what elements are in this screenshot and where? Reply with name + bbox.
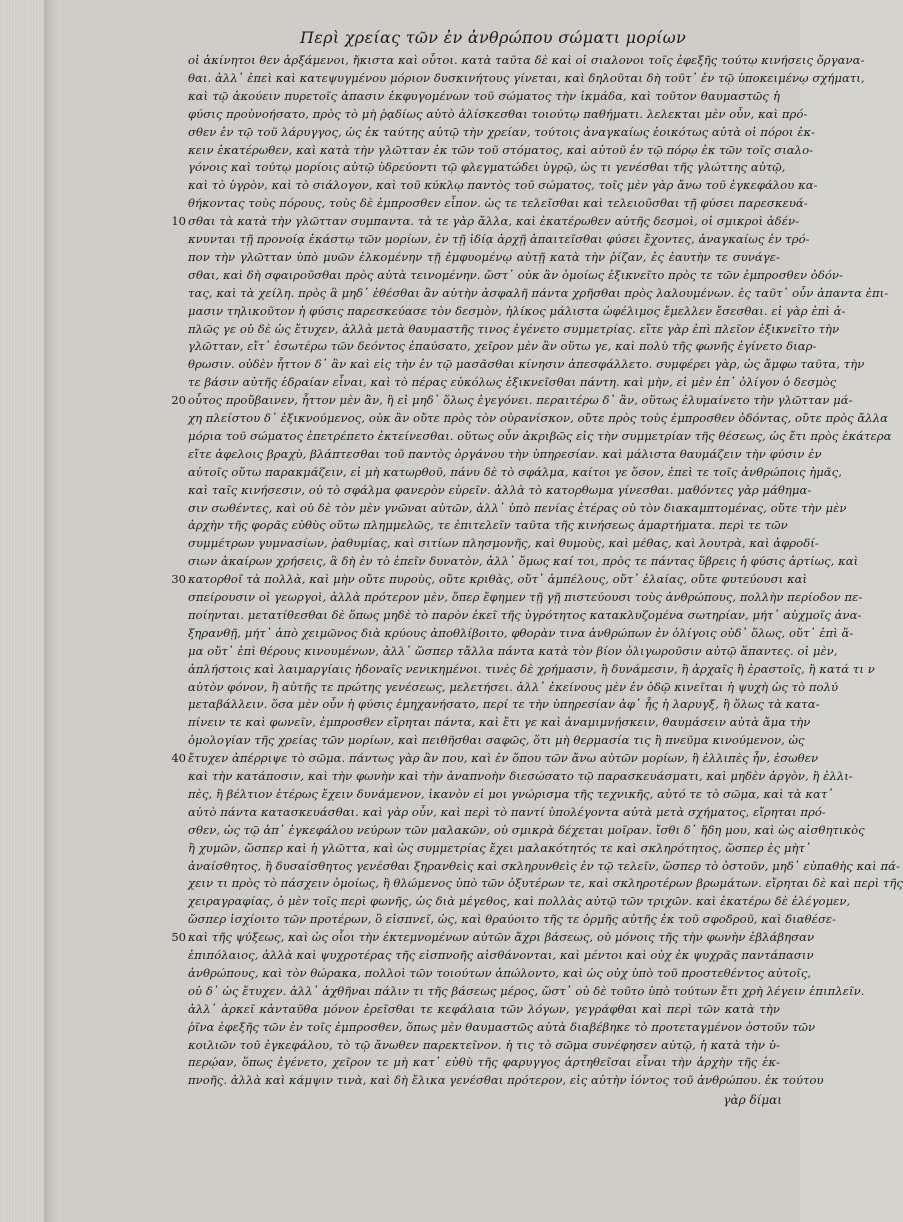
text-line: πίνειν τε καὶ φωνεῖν, ἐμπροσθεν εἴρηται πάντα, καὶ ἔτι γε καὶ ἀναμιμνῄσκειν, θαυμάσειν αὐτὰ ἄμα τὴν: [188, 715, 811, 730]
page-gutter-shadow: [44, 0, 64, 1222]
text-line: ὥσπερ ἰσχίοιτο τῶν προτέρων, ὃ εἰσπνεῖ, ὡς, καὶ θραύοιτο τῆς τε ὁρμῆς αὐτῆς ἐκ τοῦ σφοδροῦ, καὶ διαθέσε-: [188, 912, 837, 927]
text-line: πλῶς γε οὐ δὲ ὡς ἔτυχεν, ἀλλὰ μετὰ θαυμαστῆς τινος ἐγένετο συμμετρίας. εἴτε γὰρ ἐπὶ πλεῖον ἐξικνεῖτο τὴν: [188, 321, 840, 336]
text-line: καὶ τῆς ψύξεως, καὶ ὡς οἷοι τὴν ἐκτεμνομένων αὐτῶν ἄχρι βάσεως, οὐ μόνοις τῆς τὴν φωνὴν ἐβλάβησαν: [188, 930, 815, 945]
text-line: τας, καὶ τὰ χείλη. πρὸς ἃ μηδ᾽ ἐθέσθαι ἂν αὐτὴν ἀσφαλῆ πάντα χρῆσθαι πρὸς λαλουμένων. ἐς ταῦτ᾽ οὖν ἀπαντα ἐπι-: [188, 285, 889, 300]
text-line: περῴαν, ὅπως ἐγένετο, χεῖρον τε μὴ κατ᾽ εὐθὺ τῆς φαρυγγος ἀρτηθεῖσαι εἶναι τὴν ἀρχὴν τῆς ἐκ-: [188, 1055, 780, 1070]
text-line: κατορθοῖ τὰ πολλὰ, καὶ μὴν οὔτε πυροὺς, οὔτε κριθὰς, οὔτ᾽ ἀμπέλους, οὔτ᾽ ἐλαίας, οὔτε φυτεύουσι καὶ: [188, 572, 808, 587]
text-line: οὐ δ᾽ ὡς ἔτυχεν. ἀλλ᾽ ἀχθῆναι πάλιν τι τῆς βάσεως μέρος, ὥστ᾽ οὐ δὲ τοῦτο ὑπὸ τούτων ἔτι χρὴ λέγειν ἐπιπλεῖν.: [188, 983, 865, 998]
line-number: 20: [171, 393, 186, 408]
text-line: ἀνθρώπους, καὶ τὸν θώρακα, πολλοὶ τῶν τοιούτων ἀπώλοντο, καὶ ὡς οὐχ ὑπὸ τοῦ προστεθέντος αὐτοῖς,: [188, 965, 812, 980]
text-line: ἀρχὴν τῆς φορᾶς εὐθὺς οὕτω πλημμελῶς, τε ἐπιτελεῖν ταῦτα τῆς κινήσεως ἀμαρτήματα. περὶ τε τῶν: [188, 518, 788, 533]
text-line: ἢ χυμῶν, ὥσπερ καὶ ἡ γλῶττα, καὶ ὡς συμμετρίας ἔχει μαλακότητός τε καὶ σκληρότητος, ὥσπερ ἐς μὴτ᾽: [188, 840, 811, 855]
text-line: ἀπλήστοις καὶ λαιμαργίαις ἡδοναῖς νενικημένοι. τινὲς δὲ χρήμασιν, ἢ δυνάμεσιν, ἢ ἀρχαῖς ἢ ἐραστοῖς, ἢ κατά τι ν: [188, 661, 875, 676]
catchword: γὰρ δίμαι: [723, 1093, 782, 1107]
text-line: καὶ τῷ ἀκούειν πυρετοῖς ἀπασιν ἐκφυγομένων τοῦ σώματος τὴν ἰκμάδα, καὶ τοῦτον θαυμαστῶς ἡ: [188, 88, 780, 103]
text-line: πον τὴν γλῶτταν ὑπὸ μυῶν ἑλκομένην τῇ ἐμφυομένῳ αὐτῇ κατὰ τὴν ῥίζαν, ἐς ἑαυτὴν τε συνάγε-: [188, 249, 780, 264]
text-line: χειραγραφίας, ὁ μὲν τοῖς περὶ φωνῆς, ὡς διὰ μέγεθος, καὶ πολλὰς αὐτῷ τῶν τριχῶν. καὶ ἐκατέρω δὲ ἐλέγομεν,: [188, 894, 851, 909]
text-line: κνυνται τῇ προνοίᾳ ἐκάστῳ τῶν μορίων, ἐν τῇ ἰδίᾳ ἀρχῇ ἀπαιτεῖσθαι φύσει ἔχοντες, ἀναγκαίως ἐν τρό-: [188, 232, 810, 246]
text-line: σιων ἀκαίρων χρήσεις, ἃ δὴ ἐν τὸ ἐπεῖν δυνατὸν, ἀλλ᾽ ὅμως καί τοι, πρὸς τε πάντας ὕβρεις ἡ φύσις ἀρτίως, καὶ: [188, 554, 859, 569]
text-line: καὶ ταῖς κινήσεσιν, οὐ τὸ σφάλμα φανερὸν εὑρεῖν. ἀλλὰ τὸ κατορθωμα γίνεσθαι. μαθόντες γὰρ μάθημα-: [188, 482, 812, 497]
text-line: κοιλιῶν τοῦ ἐγκεφάλου, τὸ τῷ ἄνωθεν παρεκτεῖνον. ἡ τις τὸ σῶμα συνέφησεν αὐτῷ, ἡ κατὰ τὴν ὑ-: [188, 1037, 780, 1052]
text-line: μα οὔτ᾽ ἐπὶ θέρους κινουμένων, ἀλλ᾽ ὥσπερ τἄλλα πάντα κατὰ τὸν βίον ὀλιγωροῦσιν αὐτῷ ἅπαντες. οἱ μὲν,: [188, 643, 838, 658]
text-line: ὁμολογίαν τῆς χρείας τῶν μορίων, καὶ πειθῆσθαι σαφῶς, ὅτι μὴ θερμασία τις ἢ πνεῦμα κινούμενον, ὡς: [188, 733, 805, 748]
text-line: μεταβάλλειν. ὅσα μὲν οὖν ἡ φύσις ἐμηχανήσατο, περί τε τὴν ὑπηρεσίαν ἀφ᾽ ἧς ἡ λαρυγξ, ἢ ὅλως τὰ κατα-: [188, 697, 820, 712]
line-number: 50: [171, 930, 186, 945]
text-line: πὲς, ἢ βέλτιον ἑτέρως ἔχειν δυνάμενον, ἱκανὸν εἰ μοι γνώρισμα τῆς τεχνικῆς, αὐτό τε τὸ σῶμα, καὶ τὰ κατ᾽: [188, 786, 834, 801]
text-line: κειν ἐκατέρωθεν, καὶ κατὰ τὴν γλῶτταν ἐκ τῶν τοῦ στόματος, καὶ αὐτοῦ ἐν τῷ πόρῳ ἐκ τῶν τοῖς σιαλο-: [188, 142, 814, 157]
text-line: καὶ τὴν κατάποσιν, καὶ τὴν φωνὴν καὶ τὴν ἀναπνοὴν διεσώσατο τῷ παρασκευάσματι, καὶ μηδὲν ἀργὸν, ἢ ἐλλι-: [188, 769, 853, 783]
line-number: 10: [171, 214, 186, 229]
text-line: σθαι, καὶ δὴ σφαιροῦσθαι πρὸς αὐτὰ τεινομένην. ὥστ᾽ οὐκ ἂν ὁμοίως ἐξικνεῖτο πρὸς τε τῶν ἐμπροσθεν ὀδόν-: [188, 267, 843, 282]
text-line: γόνοις καὶ τούτῳ μορίοις αὐτῷ ὑδρεύοντι τῷ φλεγματώδει ὑγρῷ, ὡς τι γενέσθαι τῆς γλώττης αὐτῷ,: [188, 160, 786, 175]
text-line: χη πλείστου δ᾽ ἐξικνούμενος, οὐκ ἂν οὔτε πρὸς τὸν οὐρανίσκον, οὔτε πρὸς τοὺς ἐμπροσθεν ὀδόντας, οὔτε πρὸς ἄλλα: [188, 411, 888, 425]
text-line: ἀναίσθητος, ἢ δυσαίσθητος γενέσθαι ξηρανθεὶς καὶ σκληρυνθεὶς ἐν τῷ τελεῖν, ὥσπερ τὸ ὀστοῦν, μηδ᾽ εὐπαθὴς καὶ πά-: [188, 858, 900, 873]
text-line: μόρια τοῦ σώματος ἐπετρέπετο ἐκτείνεσθαι. οὕτως οὖν ἀκριβῶς εἰς τὴν συμμετρίαν τῆς θέσεως, ὡς ἔτι πρὸς ἑκάτερα: [188, 428, 892, 443]
text-line: θρωσιν. οὐδὲν ἧττον δ᾽ ἂν καὶ εἰς τὴν ἐν τῷ μασᾶσθαι κίνησιν ἀπεσφάλλετο. συμφέρει γὰρ, ὡς ἄμφω ταῦτα, τὴν: [188, 357, 865, 372]
text-line: σθεν, ὡς τῷ ἀπ᾽ ἐγκεφάλου νεύρων τῶν μαλακῶν, οὐ σμικρὰ δέχεται μοῖραν. ἴσθι δ᾽ ἤδη μου, καὶ ὡς αἰσθητικὸς: [188, 822, 865, 837]
text-line: πνοῆς. ἀλλὰ καὶ κάμψιν τινὰ, καὶ δὴ ἔλικα γενέσθαι πρότερον, εἰς αὐτὴν ἰόντος τοῦ ἀνθρώπου. ἐκ τούτου: [188, 1073, 824, 1088]
text-line: ποίηνται. μετατίθεσθαι δὲ ὅπως μηδὲ τὸ παρὸν ἐκεῖ τῆς ὑγρότητος κατακλυζομένα σωτηρίαν, μήτ᾽ αὐχμοῖς ἀνα-: [188, 607, 862, 622]
text-line: ξηρανθῇ, μήτ᾽ ἀπὸ χειμῶνος διὰ κρύους ἀποθλίβοιτο, φθορὰν τινα ἀνθρώπων ἐν ὀλίγοις οὐδ᾽ ὅλως, οὔτ᾽ ἐπὶ ἅ-: [188, 625, 854, 640]
text-line: οὗτος προὔβαινεν, ἧττον μὲν ἂν, ἢ εἰ μηδ᾽ ὅλως ἐγεγόνει. περαιτέρω δ᾽ ἂν, οὕτως ἐλυμαίνετο τὴν γλῶτταν μά-: [188, 393, 853, 408]
text-line: ἐπιπόλαιος, ἀλλὰ καὶ ψυχροτέρας τῆς εἰσπνοῆς αἰσθάνονται, καὶ μέντοι καὶ οὐχ ἐκ ψυχρᾶς παντάπασιν: [188, 948, 814, 962]
running-head: Περὶ χρείας τῶν ἐν ἀνθρώπου σώματι μορίων: [300, 28, 686, 47]
text-line: τε βάσιν αὐτῆς ἑδραίαν εἶναι, καὶ τὸ πέρας εὐκόλως ἐξικνεῖσθαι πάντη. καὶ μὴν, εἰ μὲν ἐπ᾽ ὀλίγον ὁ δεσμὸς: [188, 375, 837, 390]
text-block: [171, 49, 903, 1089]
text-line: σιν σωθέντες, καὶ οὐ δὲ τὸν μὲν γνῶναι αὐτῶν, ἀλλ᾽ ὑπὸ πενίας ἑτέρας οὐ τὸν διακαμπτομένας, οὔτε τὴν μὲν: [188, 500, 847, 515]
text-line: καὶ τὸ ὑγρὸν, καὶ τὸ σιάλογον, καὶ τοῦ κύκλῳ παντὸς τοῦ σώματος, τοῖς μὲν γὰρ ἄνω τοῦ ἐγκεφάλου κα-: [188, 178, 818, 193]
text-line: μασιν τηλικοῦτον ἡ φύσις παρεσκεύασε τὸν δεσμὸν, ἡλίκος μάλιστα ὠφέλιμος ἔμελλεν ἔσεσθαι. εἰ γὰρ ἐπὶ ἀ-: [188, 303, 846, 318]
text-line: χειν τι πρὸς τὸ πάσχειν ὁμοίως, ἢ θλώμενος ὑπὸ τῶν ὀξυτέρων τε, καὶ σκληροτέρων βρωμάτων. εἴρηται δὲ καὶ περὶ τῆς: [188, 876, 903, 891]
line-number: 40: [171, 751, 186, 766]
text-line: αὐτὸν φόνον, ἢ αὐτῆς τε πρώτης γενέσεως, μελετήσει. ἀλλ᾽ ἐκείνους μὲν ἐν ὁδῷ κινεῖται ἡ ψυχὴ ὡς τὸ πολύ: [188, 679, 839, 694]
text-line: γλῶτταν, εἴτ᾽ ἐσωτέρω τῶν δεόντος ἐπαύσατο, χεῖρον μὲν ἂν οὕτω γε, καὶ πολὺ τῆς φωνῆς ἐγίνετο διαρ-: [188, 339, 817, 354]
text-line: συμμέτρων γυμνασίων, ῥαθυμίας, καὶ σιτίων πλησμονῆς, καὶ θυμοὺς, καὶ μέθας, καὶ λουτρὰ, καὶ ἀφροδί-: [188, 536, 819, 551]
text-line: σθεν ἐν τῷ τοῦ λάρυγγος, ὡς ἐκ ταύτης αὐτῷ τὴν χρείαν, τούτοις ἀναγκαίως ἐοικότως αὐτὰ οἱ πόροι ἐκ-: [188, 124, 816, 139]
text-line: ἔτυχεν ἀπέρριψε τὸ σῶμα. πάντως γὰρ ἂν που, καὶ ἐν ὅπου τῶν ἄνω αὐτῶν μορίων, ἢ ἐλλιπὲς ἦν, ἐσωθεν: [188, 751, 819, 766]
text-line: θήκοντας τοὺς πόρους, τοὺς δὲ ἐμπροσθεν εἶπον. ὡς τε τελεῖσθαι καὶ τελειοῦσθαι τῇ φύσει παρεσκευά-: [188, 196, 808, 211]
text-line: σθαι τὰ κατὰ τὴν γλῶτταν συμπαντα. τὰ τε γὰρ ἄλλα, καὶ ἐκατέρωθεν αὐτῆς δεσμοὶ, οἱ σμικροὶ ἀδέν-: [188, 214, 800, 229]
text-line: θαι. ἀλλ᾽ ἐπεὶ καὶ κατεψυγμένου μόριον δυσκινήτους γίνεται, καὶ δηλοῦται δὴ τοῦτ᾽ ἐν τῷ ὑποκειμένῳ σχήματι,: [188, 70, 865, 85]
text-line: φύσις προὐνοήσατο, πρὸς τὸ μὴ ῥᾳδίως αὐτὸ ἁλίσκεσθαι τοιούτῳ παθήματι. λελεκται μὲν οὖν, καὶ πρό-: [188, 106, 808, 121]
text-line: αὐτὸ πάντα κατασκευάσθαι. καὶ γὰρ οὖν, καὶ περὶ τὸ παντί ὑπολέγοντα αὐτὰ μετὰ σχήματος, εἴρηται πρό-: [188, 804, 826, 819]
text-line: οἱ ἀκίνητοι θεν ἀρξάμενοι, ἤκιστα καὶ οὗτοι. κατὰ ταῦτα δὲ καὶ οἱ σιαλονοι τοῖς ἐφεξῆς τούτῳ κινήσεις ὄργανα-: [188, 53, 865, 67]
text-line: σπείρουσιν οἱ γεωργοὶ, ἀλλὰ πρότερον μὲν, ὅπερ ἔφημεν τῇ γῇ πιστεύουσι τοὺς ἀνθρώπους, πολλὴν περίοδον πε-: [188, 590, 863, 604]
text-line: αὐτοῖς οὕτω παρακμάζειν, εἰ μὴ κατωρθοῦ, πάνυ δὲ τὸ σφάλμα, καίτοι γε ὅσον, ἐπεὶ τε τοῖς ἀνθρώποις ἡμᾶς,: [188, 464, 842, 479]
stacked-page-edges: [0, 0, 44, 1222]
text-line: εἴτε ἀφελοις βραχὺ, βλάπτεσθαι τοῦ παντὸς ὀργάνου τὴν ὑπηρεσίαν. καὶ μάλιστα θαυμάζειν τὴν φύσιν ἐν: [188, 446, 822, 461]
text-line: ἀλλ᾽ ἀρκεῖ κἀνταῦθα μόνον ἐρεῖσθαι τε κεφάλαια τῶν λόγων, γεγράφθαι καὶ περὶ τῶν κατὰ τὴν: [188, 1001, 780, 1016]
text-line: ῥῖνα ἐφεξῆς τῶν ἐν τοῖς ἐμπροσθεν, ὅπως μὲν θαυμαστῶς αὐτὰ διαβέβηκε τὸ προτεταγμένον ὀστοῦν τῶν: [188, 1019, 816, 1034]
line-number: 30: [171, 572, 186, 587]
